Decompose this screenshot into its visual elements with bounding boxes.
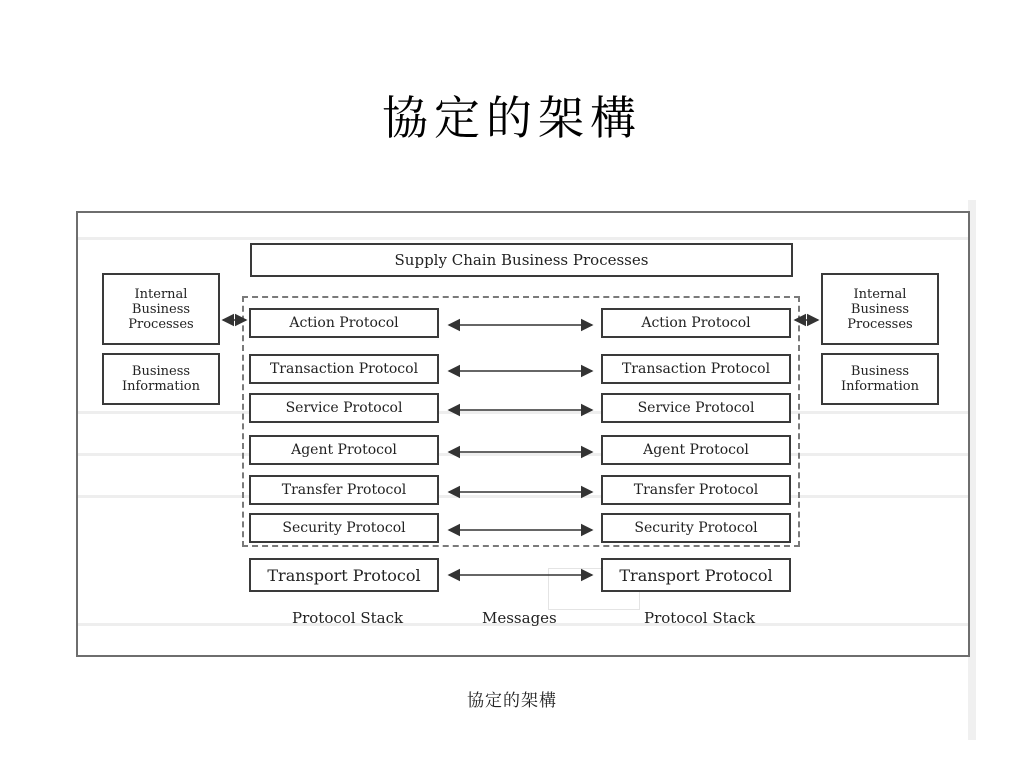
right-transfer-protocol: Transfer Protocol	[601, 475, 791, 505]
figure-caption: 協定的架構	[467, 691, 557, 711]
slide-title: 協定的架構	[382, 91, 642, 145]
left-action-protocol: Action Protocol	[249, 308, 439, 338]
right-transport-protocol: Transport Protocol	[601, 558, 791, 592]
left-service-protocol: Service Protocol	[249, 393, 439, 423]
left-security-protocol: Security Protocol	[249, 513, 439, 543]
right-action-protocol: Action Protocol	[601, 308, 791, 338]
right-protocol-stack-label: Protocol Stack	[644, 609, 756, 627]
left-agent-protocol: Agent Protocol	[249, 435, 439, 465]
right-business-information: Business Information	[821, 353, 939, 405]
right-service-protocol: Service Protocol	[601, 393, 791, 423]
left-transaction-protocol: Transaction Protocol	[249, 354, 439, 384]
protocol-architecture-figure	[76, 211, 970, 657]
supply-chain-banner: Supply Chain Business Processes	[250, 243, 793, 277]
left-business-information: Business Information	[102, 353, 220, 405]
left-internal-business-processes: Internal Business Processes	[102, 273, 220, 345]
message-arrows	[78, 213, 968, 655]
right-security-protocol: Security Protocol	[601, 513, 791, 543]
right-agent-protocol: Agent Protocol	[601, 435, 791, 465]
left-protocol-stack-label: Protocol Stack	[292, 609, 404, 627]
right-internal-business-processes: Internal Business Processes	[821, 273, 939, 345]
messages-label: Messages	[482, 609, 557, 627]
right-transaction-protocol: Transaction Protocol	[601, 354, 791, 384]
left-transfer-protocol: Transfer Protocol	[249, 475, 439, 505]
left-transport-protocol: Transport Protocol	[249, 558, 439, 592]
